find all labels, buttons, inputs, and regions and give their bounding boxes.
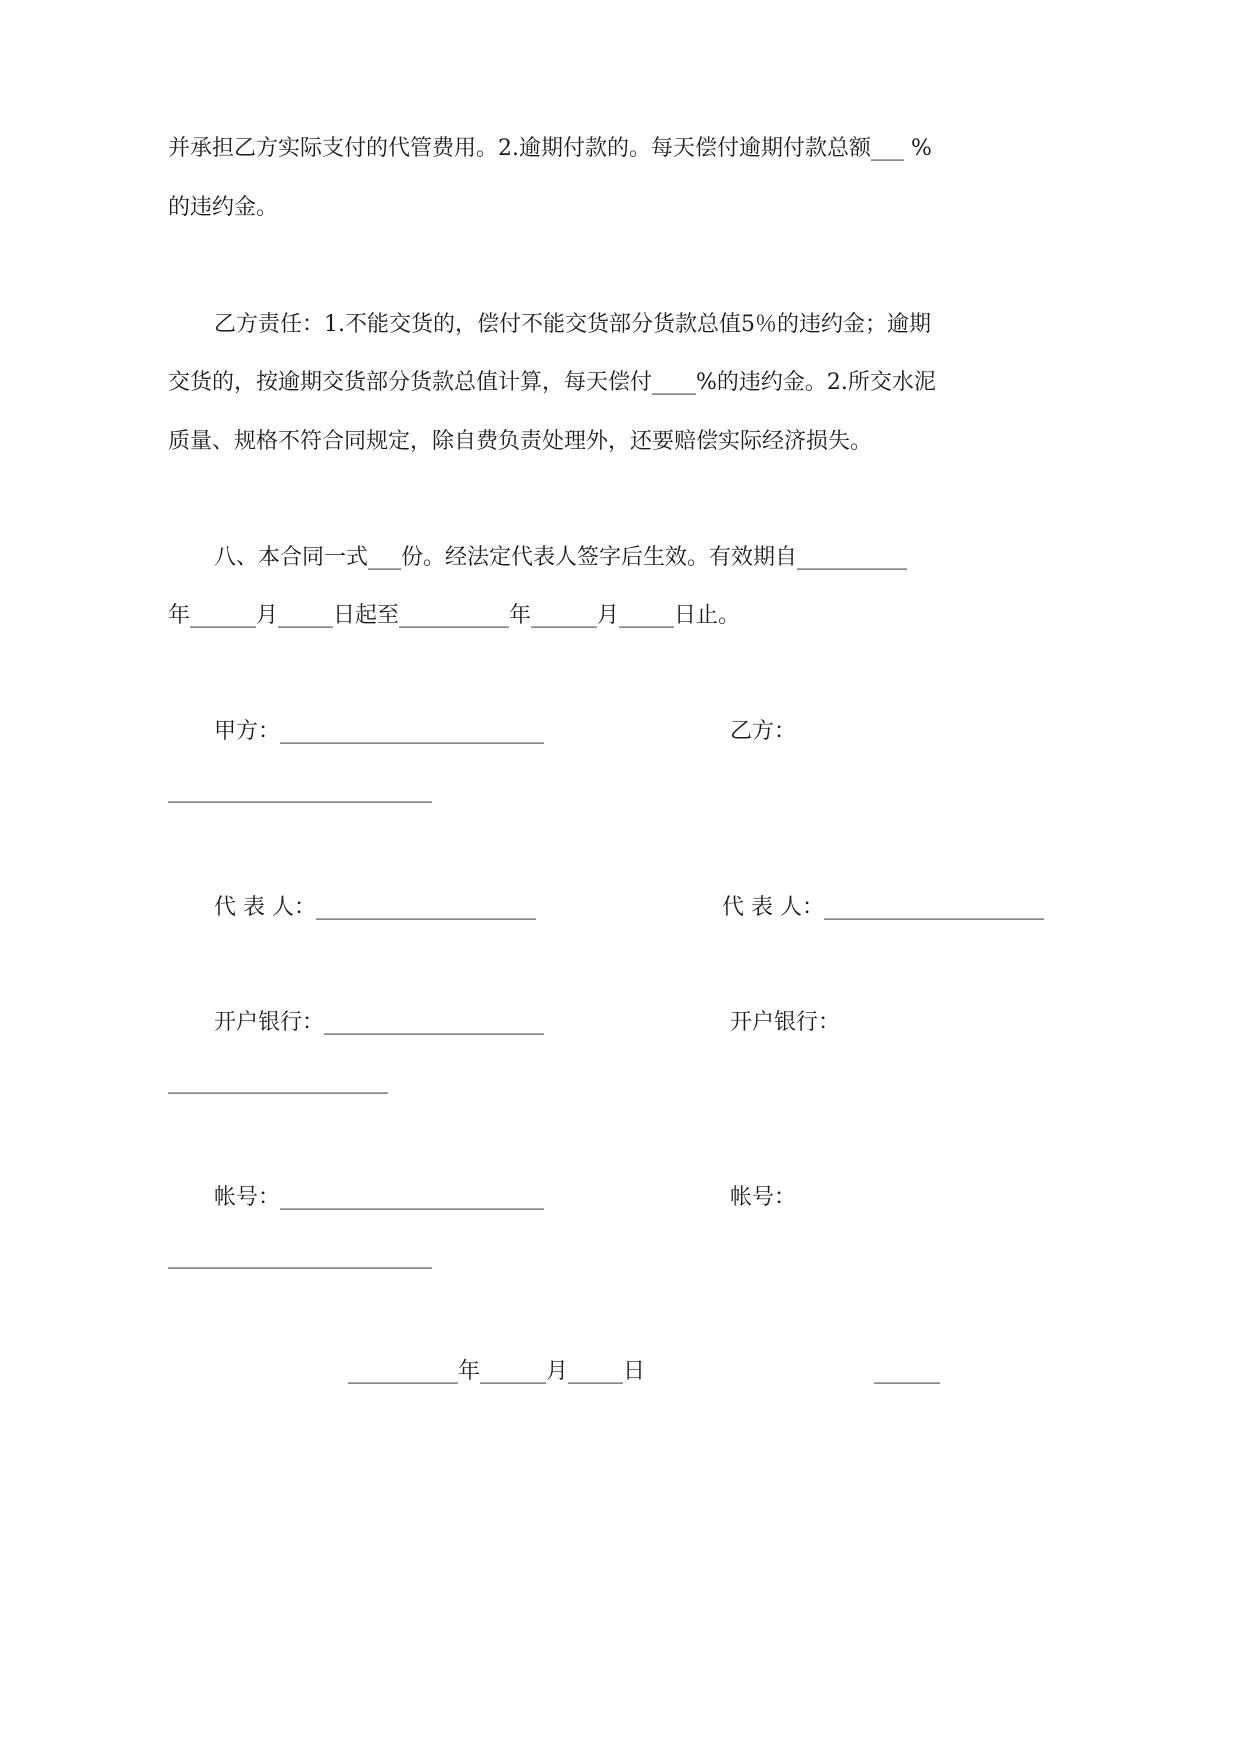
account-a-field: 帐号：________________________ <box>214 1185 545 1210</box>
representative-b-field: 代 表 人：____________________ <box>722 895 1044 920</box>
representative-a-field: 代 表 人：____________________ <box>214 895 536 920</box>
date-b-field: ______ <box>874 1359 940 1384</box>
account-b-line: ________________________ <box>168 1244 432 1269</box>
paragraph-1-line-1: 并承担乙方实际支付的代管费用。2.逾期付款的。每天偿付逾期付款总额___ % <box>168 136 932 161</box>
paragraph-3-line-1: 八、本合同一式___份。经法定代表人签字后生效。有效期自__________ <box>214 545 908 570</box>
paragraph-2-line-2: 交货的，按逾期交货部分货款总值计算，每天偿付____%的违约金。2.所交水泥 <box>168 370 936 395</box>
bank-b-line: ____________________ <box>168 1069 388 1094</box>
date-a-field: __________年______月_____日 <box>348 1359 646 1384</box>
paragraph-3-line-2: 年______月_____日起至__________年______月_____日止。 <box>168 603 741 628</box>
party-b-line: ________________________ <box>168 778 432 803</box>
account-b-label: 帐号： <box>730 1185 797 1210</box>
paragraph-1-line-2: 的违约金。 <box>168 195 279 220</box>
paragraph-2-line-3: 质量、规格不符合同规定，除自费负责处理外，还要赔偿实际经济损失。 <box>168 429 873 454</box>
bank-a-field: 开户银行：____________________ <box>214 1010 545 1035</box>
bank-b-label: 开户银行： <box>730 1010 841 1035</box>
paragraph-2-line-1: 乙方责任：1.不能交货的，偿付不能交货部分货款总值5％的违约金；逾期 <box>214 312 931 337</box>
party-a-field: 甲方：________________________ <box>214 719 545 744</box>
party-b-label: 乙方： <box>730 719 797 744</box>
